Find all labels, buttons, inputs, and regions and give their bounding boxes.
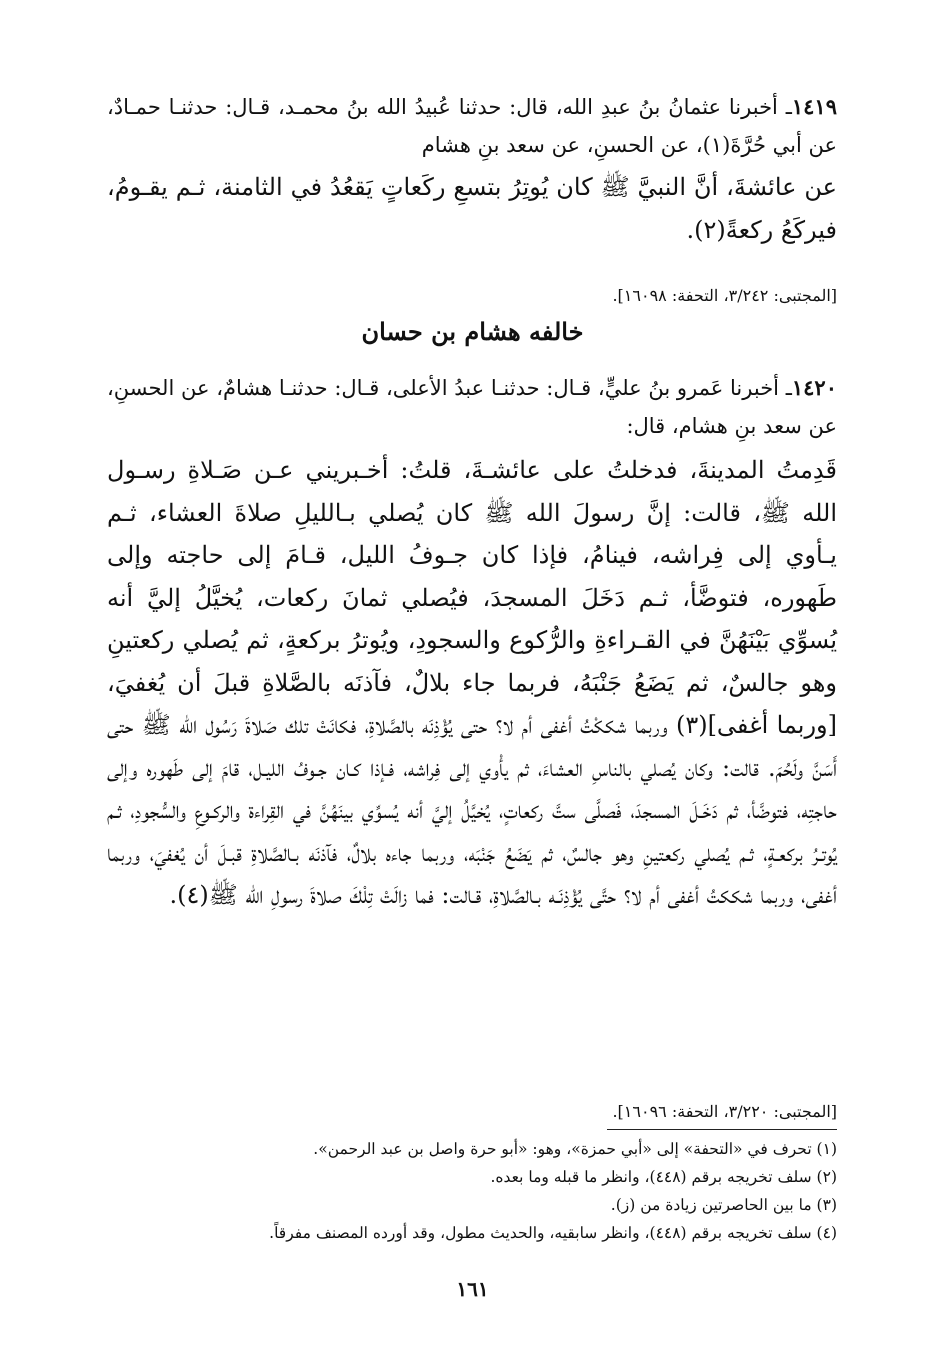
footnote: (٢) سلف تخريجه برقم (٤٤٨)، وانظر ما قبله وما بعده. (490, 1168, 837, 1186)
footnote-divider (607, 1129, 837, 1130)
hadith-1419 (107, 88, 837, 251)
page-number: ١٦١ (456, 1277, 489, 1301)
footnote: (١) تحرف في «التحفة» إلى «أبي حمزة»، وهو: «أبو حرة واصل بن عبد الرحمن». (313, 1140, 837, 1158)
hadith-1419-isnad (107, 88, 837, 164)
hadith-1420-isnad (107, 369, 837, 445)
hadith-1420-matn: قَدِمتُ المدينةَ، فدخلتُ على عائشـةَ، قلتُ: أخـبريني عـن صَـلاةِ رسـول الله ﷺ، قالت: إنَّ رسولَ الله ﷺ كان يُصلي بـالليلِ صلاةَ العشاء، ثـم يـأوي إلى فِراشه، فينامُ، فإذا كان جـوفُ الليل، قـامَ إلى حاجته وإلى طَهوره، فتوضَّأ، ثـم دَخَلَ المسجدَ، فيُصلي ثمانَ ركعات، يُخيَّلُ إليَّ أنه يُسوِّي بَيْنَهُنَّ في القـراءةِ والرُّكوع والسجودِ، ويُوترُ بركعةٍ، ثم يُصلي ركعتينِ وهو جالسٌ، ثم يَضَعُ جَنْبَهُ، فربما جاء بلالٌ، فآذنَه بالصَّلاةِ قبلَ أن يُغفيَ، [وربما أغفى](٣) وربما شككْتُ أغفى أم لا؟ حتى يُؤْذِنَه بالصَّلاةِ، فكانَتْ تلك صَلاةَ رَسُول الله ﷺ حتى أَسَنَّ ولَحُمَ. قالت: وكان يُصلي بالناسِ العشاءَ، ثم يأْوي إلى فِراشه، فـإذا كـان جـوفُ الليـل، قامَ إلى طَهوره وإلى حاجتِه، فتوضَّأ، ثم دَخَـلَ المسجدَ، فَصلَّى ستَّ ركعاتٍ، يُخيَّلُ إليَّ أنه يُسوِّي بينَهُنَّ في القِراءة والركـوعِ والسُّجودِ، ثـم يُوتـرُ بركعـةٍ، ثـم يُصلي ركعتينِ وهو جالسٌ، ثم يَضَعُ جَنْبَه، وربما جاءه بلالٌ، فآذنَه بـالصَّلاةِ قبـلَ أن يُغفيَ، وربما أغفى، وربما شككتُ أغفى أم لا؟ حتَّى يُؤْذِنَـه بـالصَّلاةِ، قـالت: فما زالَتْ تِلْكَ صلاةَ رسولِ الله ﷺ(٤). (107, 456, 838, 909)
isnad-text: ـ أخبرنا عثمانُ بنُ عبدِ الله، قال: حدثنا عُبيدُ الله بنُ محمـد، قـال: حدثنـا حمـادٌ، عن أبي حُرَّةَ(١)، عن الحسنِ، عن سعد بنِ هشام (107, 95, 837, 157)
footnotes (107, 1135, 837, 1247)
isnad-text: ـ أخبرنا عَمرو بنُ عليٍّ، قـال: حدثنـا عبدُ الأعلى، قـال: حدثنـا هشامٌ، عن الحسنِ، عن سعد بنِ هشام، قال: (107, 376, 837, 438)
hadith-1419-matn: عن عائشةَ، أنَّ النبيَّ ﷺ كان يُوتِرُ بتسعِ ركَعاتٍ يَقعُدُ في الثامنة، ثـم يقـومُ، فيركَعُ ركعةً(٢). (107, 173, 837, 244)
footnote: (٣) ما بين الحاصرتين زيادة من (ز). (610, 1196, 837, 1214)
hadith-1419-reference: [المجتبى: ٣/٢٤٢، التحفة: ١٦٠٩٨]. (612, 286, 837, 305)
hadith-number: ١٤١٩ (791, 94, 837, 119)
hadith-1420 (107, 369, 837, 917)
hadith-number: ١٤٢٠ (791, 375, 837, 400)
footnote: (٤) سلف تخريجه برقم (٤٤٨)، وانظر سابقيه، والحديث مطول، وقد أورده المصنف مفرقاً. (269, 1224, 837, 1242)
section-heading: خالفه هشام بن حسان (361, 317, 584, 346)
hadith-1420-reference: [المجتبى: ٣/٢٢٠، التحفة: ١٦٠٩٦]. (612, 1102, 837, 1121)
